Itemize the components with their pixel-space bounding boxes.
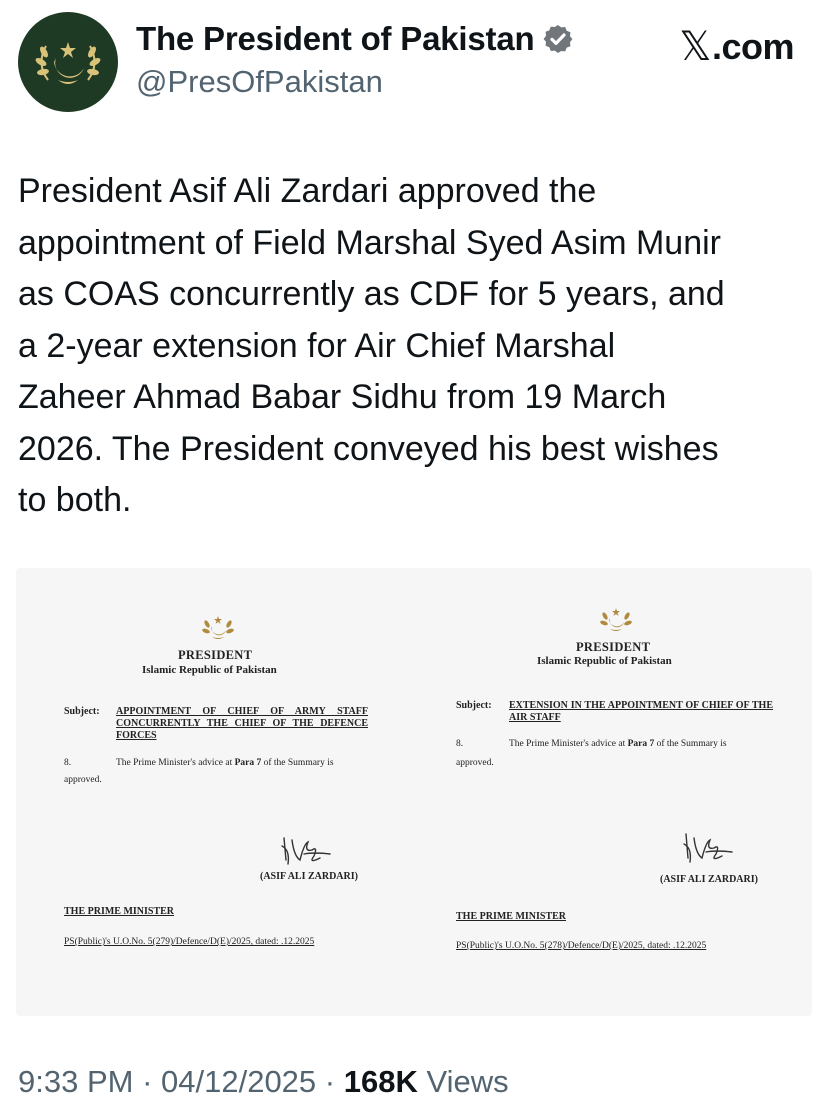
subject-label: Subject:: [64, 706, 100, 717]
tweet-header: [18, 12, 810, 112]
paragraph-text: The Prime Minister's advice at Para 7 of the Summary is: [116, 758, 334, 768]
subject-text: EXTENSION IN THE APPOINTMENT OF CHIEF OF THE AIR STAFF: [509, 700, 773, 723]
tweet-time[interactable]: 9:33 PM: [18, 1064, 134, 1099]
president-emblem-icon: [596, 598, 636, 638]
subject-text: APPOINTMENT OF CHIEF OF ARMY STAFF CONCURRENTLY THE CHIEF OF THE DEFENCE FORCES: [116, 706, 368, 741]
x-logo-domain: .com: [711, 26, 794, 67]
signatory-name: (ASIF ALI ZARDARI): [660, 874, 758, 885]
separator: ·: [133, 1064, 162, 1099]
avatar[interactable]: [18, 12, 118, 112]
addressee: THE PRIME MINISTER: [456, 911, 567, 922]
subject-label: Subject:: [456, 700, 492, 711]
tweet-metadata: [18, 1064, 509, 1100]
x-logo: [679, 24, 794, 70]
reference-number: PS(Public)'s U.O.No. 5(279)/Defence/D(E)/2025, dated: .12.2025: [64, 937, 315, 947]
president-emblem-icon: [18, 12, 118, 112]
tweet-text: President Asif Ali Zardari approved the appointment of Field Marshal Syed Asim Munir as COAS concurrently as CDF for 5 years, and a 2-year extension for Air Chief Marshal Zaheer Ahmad Babar Sidhu from 19 March 2026. The President conveyed his best wishes to both.: [18, 172, 725, 519]
tweet-media[interactable]: [16, 568, 812, 1016]
reference-number: PS(Public)'s U.O.No. 5(278)/Defence/D(E)/2025, dated: .12.2025: [456, 941, 707, 951]
president-emblem-icon: [198, 606, 238, 646]
paragraph-number: 8.: [64, 758, 72, 768]
paragraph-end: approved.: [64, 775, 102, 785]
views-label: Views: [417, 1064, 509, 1099]
paragraph-end: approved.: [456, 758, 494, 768]
paragraph-text: The Prime Minister's advice at Para 7 of the Summary is: [509, 739, 727, 749]
document-right: [414, 568, 812, 1016]
document-left: [16, 568, 414, 1016]
account-name[interactable]: The President of Pakistan: [136, 20, 535, 57]
document-title: PRESIDENT: [178, 648, 253, 662]
separator: ·: [316, 1064, 344, 1099]
tweet-date[interactable]: 04/12/2025: [161, 1064, 317, 1099]
views-count: 168K: [343, 1064, 418, 1099]
paragraph-number: 8.: [456, 739, 464, 749]
signature-icon: [274, 830, 344, 870]
account-handle[interactable]: @PresOfPakistan: [136, 64, 383, 99]
verified-badge-icon: [542, 23, 574, 55]
addressee: THE PRIME MINISTER: [64, 906, 175, 917]
signature-icon: [676, 828, 746, 868]
document-title: PRESIDENT: [576, 640, 651, 654]
signatory-name: (ASIF ALI ZARDARI): [260, 871, 358, 882]
document-subtitle: Islamic Republic of Pakistan: [142, 664, 277, 676]
x-logo-icon: 𝕏: [679, 24, 711, 70]
document-subtitle: Islamic Republic of Pakistan: [537, 655, 672, 667]
